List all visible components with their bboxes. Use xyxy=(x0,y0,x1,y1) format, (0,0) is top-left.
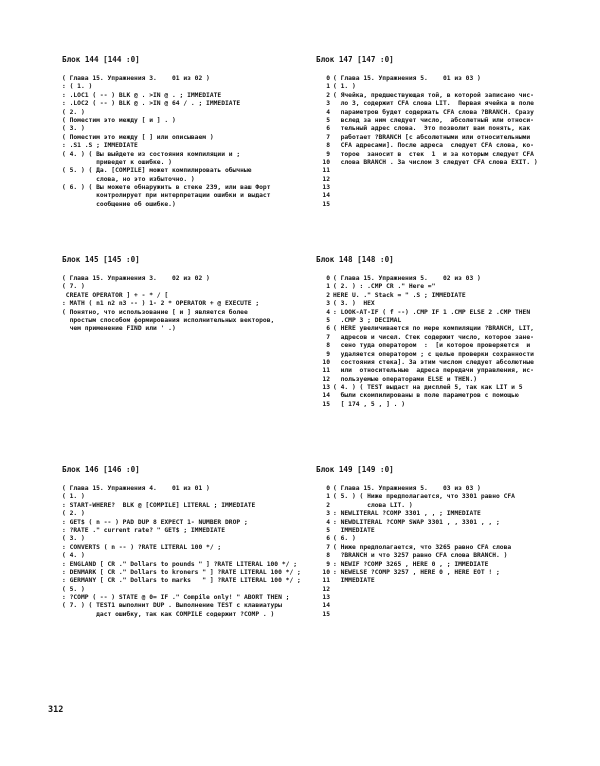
line-text: ( Глава 15. Упражнения 3. 01 из 02 ) xyxy=(62,75,210,82)
code-line xyxy=(316,518,500,527)
code-line xyxy=(62,510,140,518)
code-line xyxy=(62,100,241,108)
line-text: слова, но это избыточно. ) xyxy=(62,175,195,183)
line-number: 6 xyxy=(326,535,330,543)
line-text: : NEWELSE ?COMP 3257 , HERE 0 , HERE ЕОТ ! ; xyxy=(333,568,500,576)
line-text: ( Глава 15. Упражнения 5. 01 из 03 ) xyxy=(333,75,481,82)
code-line xyxy=(62,543,222,552)
code-line xyxy=(62,200,176,209)
line-text: или относительные адреса передачи управления, ис- xyxy=(333,367,534,375)
line-text: ( 2. ) : .CMP CR ." Here =" xyxy=(333,283,436,291)
block-147 xyxy=(316,55,538,209)
line-number: 13 xyxy=(322,384,330,392)
line-text: ( 7. ) xyxy=(62,283,85,291)
block-title: Блок 148 [148 :0] xyxy=(316,255,394,264)
line-text: : MATH ( n1 n2 n3 -- ) 1- 2 * OPERATOR + @ EXECUTE ; xyxy=(62,300,260,308)
line-number: 15 xyxy=(322,200,330,208)
line-text: [ 174 , 5 , ] . ) xyxy=(333,400,406,408)
code-line xyxy=(62,594,290,602)
code-line xyxy=(316,308,531,317)
code-line xyxy=(316,275,481,283)
block-title: Блок 144 [144 :0] xyxy=(62,55,140,64)
line-text: : .LOC2 ( -- ) BLK @ . >IN @ 64 / . ; IMMEDIATE xyxy=(62,100,241,108)
line-text: приведет к ошибке. ) xyxy=(62,158,172,166)
code-line xyxy=(62,91,222,100)
line-text: ( 2. ) xyxy=(62,108,85,116)
code-line xyxy=(62,142,140,150)
line-number: 2 xyxy=(326,291,330,299)
code-line xyxy=(62,275,210,283)
block-144 xyxy=(62,55,271,209)
line-text: ( 1. ) xyxy=(62,493,85,501)
line-number: 10 xyxy=(322,358,330,366)
code-line xyxy=(316,485,481,493)
code-line xyxy=(316,535,394,543)
code-line xyxy=(316,108,534,117)
code-line xyxy=(316,375,478,384)
line-number: 10 xyxy=(322,158,330,166)
line-text: ( 3. ) xyxy=(62,125,85,133)
block-146 xyxy=(62,465,301,619)
code-line xyxy=(62,291,169,300)
code-line xyxy=(316,552,508,560)
line-text: : ?RATE ." current rate? " GET$ ; IMMEDIATE xyxy=(62,526,226,534)
line-text: : ENGLAND [ CR ." Dollars to pounds " ] ?RATE LITERAL 100 */ ; xyxy=(62,560,298,568)
code-line xyxy=(316,560,489,569)
line-text: ( 7. ) ( TEST1 выполнит DUP . Выполнение TEST с клавиатуры xyxy=(62,602,282,610)
code-line xyxy=(62,577,301,585)
code-line xyxy=(62,300,260,308)
line-text: сообщение об ошибке.) xyxy=(62,200,176,208)
line-text: : GERMANY [ CR ." Dollars to marks " ] ?RATE LITERAL 100 */ ; xyxy=(62,577,301,585)
code-line xyxy=(316,100,534,108)
line-text: контролирует при интерпретации ошибки и выдаст xyxy=(62,192,271,200)
code-line xyxy=(316,176,394,184)
code-line xyxy=(316,133,531,142)
code-line xyxy=(62,325,176,333)
line-text: : LOOK-AT-IF ( f --) .CMP IF 1 .CMP ELSE 2 .CMP THEN xyxy=(333,308,531,316)
line-text: ло 3, содержит CFA слова LIT. Первая ячейка в поле xyxy=(333,100,534,108)
code-line xyxy=(62,283,140,291)
line-text: удаляется оператором ; с целью проверки сохранности xyxy=(333,350,534,358)
line-number: 8 xyxy=(326,342,330,350)
line-number: 0 xyxy=(326,485,330,492)
code-line xyxy=(62,83,140,91)
code-line xyxy=(316,527,394,535)
code-line xyxy=(62,501,256,510)
code-line xyxy=(316,75,481,83)
code-line xyxy=(62,133,214,142)
block-148 xyxy=(316,255,534,409)
line-number: 8 xyxy=(326,142,330,150)
code-line xyxy=(316,568,500,577)
line-text: ( Ниже предполагается, что 3265 равно CFA слова xyxy=(333,543,512,551)
line-text: простым способом формирования исполнительных векторов, xyxy=(62,316,275,324)
code-line xyxy=(316,602,394,610)
block-title: Блок 145 [145 :0] xyxy=(62,255,140,264)
code-line xyxy=(62,526,226,535)
code-line xyxy=(316,158,538,167)
line-text: были скомпилированы в поле параметров с помощью xyxy=(333,392,519,400)
code-line xyxy=(316,201,394,209)
line-text: : NEWIF ?COMP 3265 , HERE 0 , ; IMMEDIATE xyxy=(333,560,489,568)
line-text: ( 6. ) ( Вы можете обнаружить в стеке 239, или ваш Форт xyxy=(62,184,271,192)
line-text: : DENMARK [ CR ." Dollars to kroners " ] ?RATE LITERAL 100 */ ; xyxy=(62,568,301,576)
line-text: состояния стека]. За этим числом следует абсолютные xyxy=(333,358,534,366)
line-number: 1 xyxy=(326,283,330,291)
line-text: пользуемые операторами ELSE и THEN.) xyxy=(333,375,478,383)
line-number: 7 xyxy=(326,133,330,141)
line-number: 2 xyxy=(326,91,330,99)
line-number: 9 xyxy=(326,350,330,358)
line-number: 5 xyxy=(326,316,330,324)
code-line xyxy=(62,560,298,569)
line-number: 13 xyxy=(322,594,330,602)
line-text: ( HERE увеличивается по мере компиляции ?BRANCH, LIT, xyxy=(333,325,534,333)
code-line xyxy=(316,367,534,375)
code-line xyxy=(62,75,210,83)
line-number: 6 xyxy=(326,325,330,333)
line-text: вслед за ним следует число, абсолютный или относи- xyxy=(333,116,534,124)
line-number: 10 xyxy=(322,568,330,576)
line-text: : NEWLITERAL ?COMP 3301 , , ; IMMEDIATE xyxy=(333,510,481,518)
code-line xyxy=(62,175,195,184)
code-line xyxy=(316,333,534,342)
line-text: ( 2. ) xyxy=(62,510,85,518)
code-line xyxy=(62,125,140,133)
code-line xyxy=(316,283,436,291)
code-line xyxy=(62,518,248,527)
line-text: IMMEDIATE xyxy=(333,526,375,534)
block-title: Блок 146 [146 :0] xyxy=(62,465,140,474)
line-number: 7 xyxy=(326,543,330,551)
line-number: 7 xyxy=(326,333,330,341)
line-number: 14 xyxy=(322,392,330,400)
line-text: параметров будет содержать CFA слова ?BRANCH. Сразу xyxy=(333,108,534,116)
code-line xyxy=(316,291,466,300)
code-line xyxy=(316,300,394,308)
line-text: .CMP 3 ; DECIMAL xyxy=(333,316,402,324)
line-text: : .S1 .S ; IMMEDIATE xyxy=(62,142,138,150)
line-text: : START-WHERE? BLK @ [COMPILE] LITERAL ; IMMEDIATE xyxy=(62,501,256,509)
code-line xyxy=(316,150,534,159)
code-line xyxy=(316,325,534,333)
line-text: адресов и чисел. Стек содержит число, которое зане- xyxy=(333,333,534,341)
code-line xyxy=(316,543,512,552)
line-number: 14 xyxy=(322,192,330,200)
line-text: ( 4. ) ( Вы выйдете из состояния компиляции и ; xyxy=(62,150,241,158)
line-number: 1 xyxy=(326,83,330,91)
code-line xyxy=(62,308,248,317)
line-text: IMMEDIATE xyxy=(333,577,375,585)
line-number: 0 xyxy=(326,75,330,82)
line-number: 5 xyxy=(326,116,330,124)
block-149 xyxy=(316,465,515,619)
code-line xyxy=(62,552,140,560)
code-line xyxy=(62,192,271,200)
code-line xyxy=(316,192,394,200)
code-line xyxy=(316,493,515,501)
block-145 xyxy=(62,255,275,334)
code-line xyxy=(62,150,241,159)
code-line xyxy=(316,83,394,91)
line-text: ( 6. ) xyxy=(333,535,356,543)
line-text: ( 1. ) xyxy=(333,83,356,91)
code-line xyxy=(62,116,176,125)
code-line xyxy=(62,316,275,325)
line-text: : NEWDLITERAL ?COMP SWAP 3301 , , 3301 , , ; xyxy=(333,518,500,526)
line-number: 1 xyxy=(326,493,330,501)
line-number: 11 xyxy=(322,367,330,375)
line-number: 15 xyxy=(322,610,330,618)
line-text: слова BRANCH . За числом 3 следует CFA слова EXIT. ) xyxy=(333,158,538,166)
line-text: ?BRANCH и что 3257 равно CFA слова BRANCH. ) xyxy=(333,552,508,560)
code-line xyxy=(62,602,282,610)
code-line xyxy=(316,142,534,150)
line-text: ( 4. ) ( TEST выдаст на дисплей 5, так как LIT и 5 xyxy=(333,384,523,392)
line-number: 12 xyxy=(322,175,330,183)
line-text: : GET$ ( n -- ) PAD DUP 8 EXPECT 1- NUMBER DROP ; xyxy=(62,518,248,526)
line-number: 9 xyxy=(326,560,330,568)
block-title: Блок 147 [147 :0] xyxy=(316,55,394,64)
line-text: ( Поместим это между [ и ] . ) xyxy=(62,116,176,124)
line-text: слова LIT. ) xyxy=(333,501,413,509)
code-line xyxy=(316,577,394,585)
line-number: 5 xyxy=(326,526,330,534)
line-text: : CONVERTS ( n -- ) ?RATE LITERAL 100 */ ; xyxy=(62,543,222,551)
line-text: ( Глава 15. Упражнения 3. 02 из 02 ) xyxy=(62,275,210,282)
code-line xyxy=(316,125,531,133)
line-number: 4 xyxy=(326,518,330,526)
code-line xyxy=(316,594,394,602)
line-number: 11 xyxy=(322,167,330,175)
line-text: ( 4. ) xyxy=(62,552,85,560)
line-number: 4 xyxy=(326,308,330,316)
code-line xyxy=(316,501,413,510)
line-text: ( 5. ) ( Да. [COMPILE] может компилировать обычные xyxy=(62,167,252,175)
line-text: сено туда оператором : [и которое проверяется и xyxy=(333,342,531,350)
line-number: 6 xyxy=(326,125,330,133)
line-text: ( Глава 15. Упражнения 5. 03 из 03 ) xyxy=(333,485,481,492)
page-number: 312 xyxy=(48,705,64,715)
line-text: чем применение FIND или ' .) xyxy=(62,325,176,333)
line-number: 8 xyxy=(326,552,330,560)
code-line xyxy=(316,167,394,175)
code-line xyxy=(316,586,394,594)
line-number: 0 xyxy=(326,275,330,282)
line-text: тельный адрес слова. Это позволит вам понять, как xyxy=(333,125,531,133)
line-text: ( 3. ) HEX xyxy=(333,300,375,308)
code-line xyxy=(316,392,519,400)
code-line xyxy=(316,611,394,619)
code-line xyxy=(62,535,140,543)
line-number: 4 xyxy=(326,108,330,116)
line-text: CREATE OPERATOR ] + - * / [ xyxy=(62,291,169,299)
line-text: : ( 1. ) xyxy=(62,83,93,91)
line-text: торое заносит в стек 1 и за которым следует CFA xyxy=(333,150,534,158)
line-text: ( 5. ) ( Ниже предполагается, что 3301 равно CFA xyxy=(333,493,515,501)
line-text: : ?COMP ( -- ) STATE @ 0= IF ." Compile only! " ABORT THEN ; xyxy=(62,594,290,602)
line-text: ( Ячейка, предшествующая той, в которой записано чис- xyxy=(333,91,534,99)
line-number: 12 xyxy=(322,585,330,593)
block-title: Блок 149 [149 :0] xyxy=(316,465,394,474)
code-line xyxy=(62,610,275,619)
line-number: 3 xyxy=(326,510,330,518)
line-number: 3 xyxy=(326,100,330,108)
line-number: 9 xyxy=(326,150,330,158)
code-line xyxy=(62,493,140,501)
line-number: 3 xyxy=(326,300,330,308)
code-line xyxy=(62,485,210,493)
code-line xyxy=(316,400,406,409)
line-text: ( Поместим это между [ ] или описываем ) xyxy=(62,133,214,141)
code-line xyxy=(62,109,140,117)
line-text: CFA адресами]. После адреса следует CFA слова, ко- xyxy=(333,142,534,150)
code-line xyxy=(316,358,534,367)
line-number: 2 xyxy=(326,501,330,509)
line-text: даст ошибку, так как COMPILE содержит ?COMP . ) xyxy=(62,610,275,618)
line-number: 13 xyxy=(322,184,330,192)
line-text: HERE U. ." Stack = " .S ; IMMEDIATE xyxy=(333,291,466,299)
line-number: 15 xyxy=(322,400,330,408)
line-text: работает ?BRANCH [с абсолютными или относительными xyxy=(333,133,531,141)
line-text: ( Глава 15. Упражнения 5. 02 из 03 ) xyxy=(333,275,481,282)
line-number: 12 xyxy=(322,375,330,383)
line-text: : .LOC1 ( -- ) BLK @ . >IN @ . ; IMMEDIATE xyxy=(62,91,222,99)
code-line xyxy=(316,510,481,518)
code-line xyxy=(316,350,534,359)
line-number: 14 xyxy=(322,602,330,610)
code-line xyxy=(62,167,252,175)
line-text: ( Глава 15. Упражнения 4. 01 из 01 ) xyxy=(62,485,210,492)
code-line xyxy=(316,91,534,100)
code-line xyxy=(316,342,531,350)
code-line xyxy=(62,568,301,577)
line-text: ( 5. ) xyxy=(62,585,85,593)
code-line xyxy=(316,184,394,192)
code-line xyxy=(316,316,402,325)
line-number: 11 xyxy=(322,577,330,585)
code-line xyxy=(62,586,140,594)
line-text: ( Понятно, что использование [ и ] является более xyxy=(62,308,248,316)
line-text: ( 3. ) xyxy=(62,535,85,543)
